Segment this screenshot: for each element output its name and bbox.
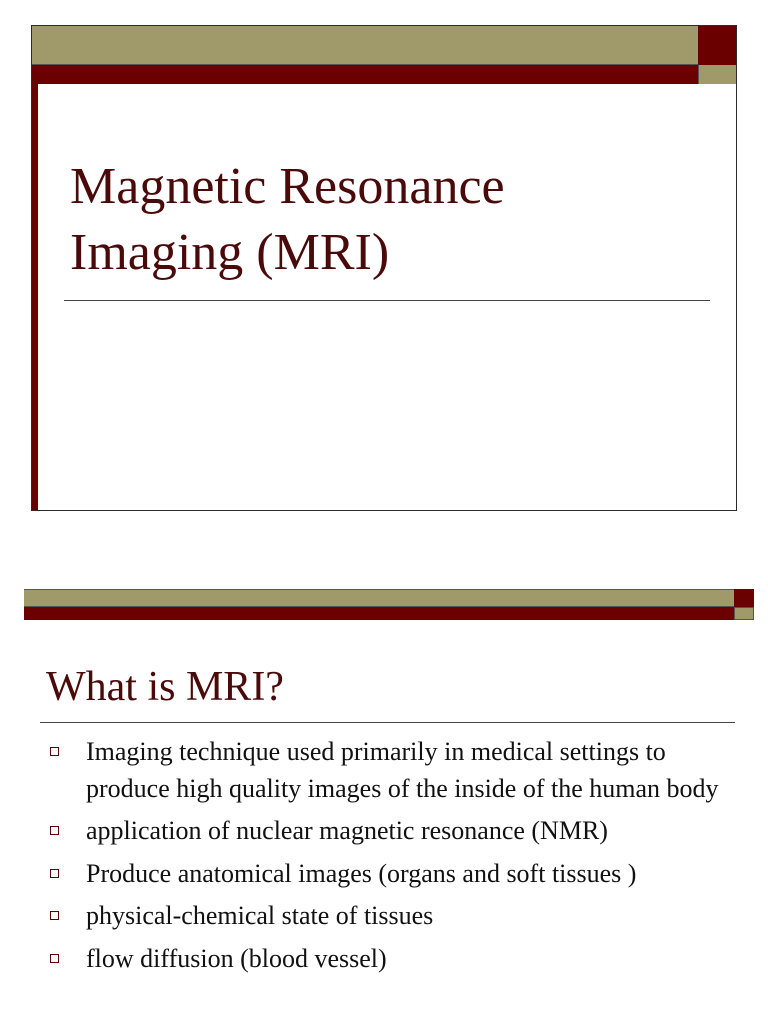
bullet-text: Produce anatomical images (organs and soft tissues ) bbox=[86, 858, 637, 888]
heading-divider bbox=[40, 722, 735, 723]
slide-title-line-2: Imaging (MRI) bbox=[70, 224, 390, 281]
hollow-square-bullet-icon bbox=[50, 747, 59, 756]
bullet-item bbox=[46, 941, 736, 978]
bullet-text: physical-chemical state of tissues bbox=[86, 901, 434, 930]
header-corner-olive bbox=[698, 65, 736, 84]
hollow-square-bullet-icon bbox=[50, 954, 59, 963]
header-band-olive bbox=[32, 26, 698, 65]
bullet-item bbox=[46, 813, 736, 850]
slide-title bbox=[70, 154, 690, 286]
hollow-square-bullet-icon bbox=[50, 911, 59, 920]
header-corner-maroon bbox=[734, 589, 754, 607]
header-band-maroon bbox=[24, 607, 734, 620]
left-accent-stripe bbox=[32, 84, 38, 511]
title-divider bbox=[64, 300, 710, 301]
header-band-maroon bbox=[32, 65, 698, 84]
bullet-text: application of nuclear magnetic resonance (NMR) bbox=[86, 816, 608, 845]
bullet-item bbox=[46, 898, 736, 935]
hollow-square-bullet-icon bbox=[50, 869, 59, 878]
bullet-list bbox=[46, 734, 736, 983]
bullet-item bbox=[46, 734, 736, 807]
bullet-text: Imaging technique used primarily in medical settings to produce high quality images of the inside of the human body bbox=[86, 737, 719, 803]
header-corner-maroon bbox=[698, 26, 736, 65]
slide-title-line-1: Magnetic Resonance bbox=[70, 158, 505, 215]
header-band-olive bbox=[24, 589, 734, 607]
header-corner-olive bbox=[734, 607, 754, 620]
hollow-square-bullet-icon bbox=[50, 826, 59, 835]
bullet-item bbox=[46, 856, 736, 893]
title-slide bbox=[31, 25, 737, 511]
bullet-text: flow diffusion (blood vessel) bbox=[86, 943, 387, 973]
slide-heading: What is MRI? bbox=[46, 664, 284, 710]
